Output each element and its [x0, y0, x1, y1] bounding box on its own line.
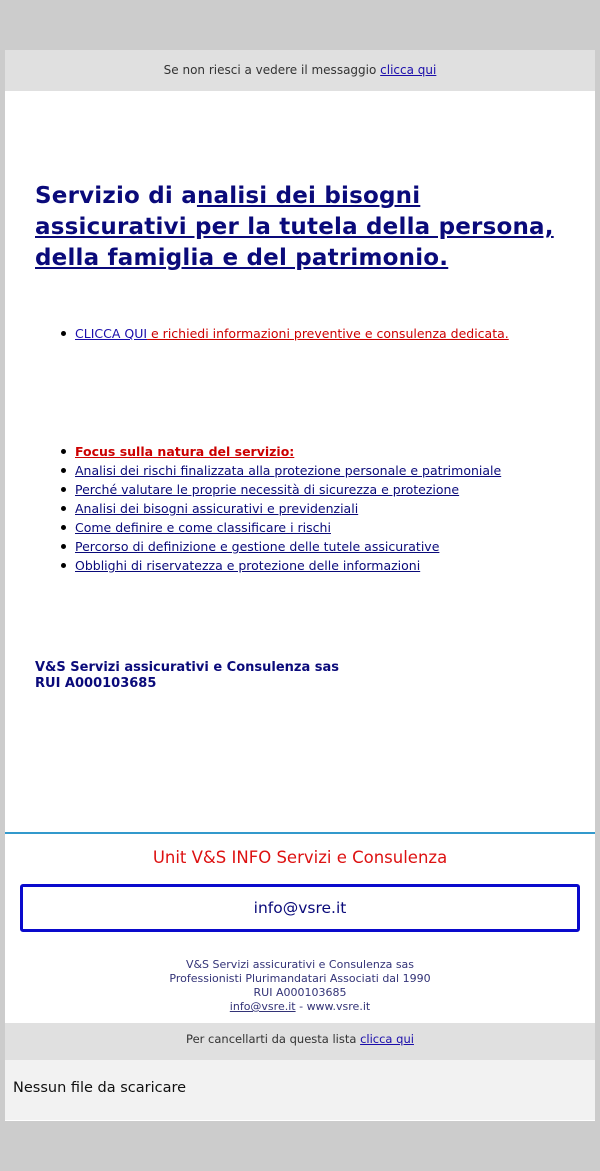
company-name: V&S Servizi assicurativi e Consulenza sas	[35, 660, 340, 675]
list-item[interactable]	[75, 537, 575, 556]
focus-title-item[interactable]	[75, 442, 575, 461]
headline-part1: Servizio di a	[35, 183, 197, 209]
view-online-bar	[5, 50, 595, 91]
company-rui: RUI A000103685	[35, 676, 157, 691]
list-item[interactable]	[75, 518, 575, 537]
footer-contacts	[5, 1000, 595, 1014]
focus-link-5[interactable]: Percorso di definizione e gestione delle tutele assicurative	[75, 539, 440, 554]
unit-title: Unit V&S INFO Servizi e Consulenza	[152, 848, 448, 867]
focus-title-link[interactable]: Focus sulla natura del servizio:	[75, 444, 295, 459]
cta-link-text[interactable]: e richiedi informazioni preventive e consulenza dedicata.	[147, 326, 509, 341]
footer	[5, 832, 595, 1023]
focus-link-2[interactable]: Perché valutare le proprie necessità di sicurezza e protezione	[75, 482, 460, 497]
footer-site: www.vsre.it	[306, 1000, 371, 1013]
cta-list	[75, 324, 575, 343]
view-online-link[interactable]: clicca qui	[380, 63, 437, 77]
email-container	[5, 50, 595, 1121]
attachments-text: Nessun file da scaricare	[13, 1080, 187, 1096]
focus-list	[75, 442, 575, 575]
focus-link-3[interactable]: Analisi dei bisogni assicurativi e previdenziali	[75, 501, 359, 516]
footer-info	[5, 958, 595, 1014]
email-button[interactable]: info@vsre.it	[20, 884, 580, 932]
focus-link-6[interactable]: Obblighi di riservatezza e protezione delle informazioni	[75, 558, 421, 573]
focus-link-1[interactable]: Analisi dei rischi finalizzata alla protezione personale e patrimoniale	[75, 463, 502, 478]
unsubscribe-text: Per cancellarti da questa lista	[186, 1032, 357, 1046]
attachments-panel	[5, 1060, 595, 1120]
headline-line3: della famiglia e del patrimonio.	[35, 245, 449, 271]
unsubscribe-bar	[5, 1023, 595, 1060]
list-item[interactable]	[75, 480, 575, 499]
cta-item[interactable]	[75, 324, 575, 343]
company-signature	[35, 660, 339, 692]
footer-email-link[interactable]: info@vsre.it	[229, 1000, 296, 1013]
headline-line2: assicurativi per la tutela della persona,	[35, 214, 554, 240]
headline-part2: nalisi dei bisogni	[196, 183, 421, 209]
footer-tagline: Professionisti Plurimandatari Associati dal 1990	[169, 972, 431, 985]
footer-company: V&S Servizi assicurativi e Consulenza sas	[185, 958, 415, 971]
list-item[interactable]	[75, 499, 575, 518]
list-item[interactable]	[75, 556, 575, 575]
email-body	[5, 91, 595, 832]
footer-rui: RUI A000103685	[253, 986, 347, 999]
footer-separator: -	[295, 1000, 307, 1013]
focus-link-4[interactable]: Come definire e come classificare i rischi	[75, 520, 331, 535]
view-online-text: Se non riesci a vedere il messaggio	[163, 63, 377, 77]
cta-link[interactable]: CLICCA QUI	[75, 326, 148, 341]
unsubscribe-link[interactable]: clicca qui	[360, 1032, 414, 1046]
list-item[interactable]	[75, 461, 575, 480]
headline[interactable]	[35, 181, 575, 274]
